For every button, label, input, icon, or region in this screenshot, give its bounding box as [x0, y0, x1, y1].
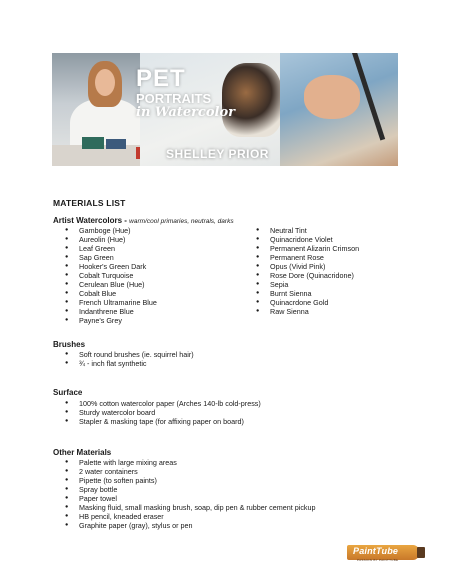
- list-item: ● Stapler & masking tape (for affixing paper on board): [65, 417, 261, 426]
- list-item: ● ¾ - inch flat synthetic: [65, 359, 194, 368]
- logo-text: PaintTube: [353, 546, 399, 556]
- watercolors-list-col2: [256, 226, 359, 316]
- banner-paint-box: [82, 137, 104, 149]
- list-item: ● Indanthrene Blue: [65, 307, 157, 316]
- document-title: MATERIALS LIST: [53, 198, 126, 208]
- banner-title-line3: in Watercolor: [136, 105, 235, 120]
- list-item: ● Burnt Sienna: [256, 289, 359, 298]
- banner-title-line2: PORTRAITS: [136, 91, 212, 106]
- list-item: ● Sturdy watercolor board: [65, 408, 261, 417]
- list-item: ● Quinacrdone Gold: [256, 298, 359, 307]
- list-item: ● Cobalt Blue: [65, 289, 157, 298]
- list-item: ● Sap Green: [65, 253, 157, 262]
- course-banner: [52, 53, 398, 166]
- banner-artist-name: SHELLEY PRIOR: [166, 147, 269, 161]
- list-item: ● Pipette (to soften paints): [65, 476, 316, 485]
- list-item: ● Hooker's Green Dark: [65, 262, 157, 271]
- list-item: ● Opus (Vivid Pink): [256, 262, 359, 271]
- list-item: ● Cobalt Turquoise: [65, 271, 157, 280]
- watercolors-heading: [53, 216, 234, 225]
- list-item: ● Spray bottle: [65, 485, 316, 494]
- list-item: ● French Ultramarine Blue: [65, 298, 157, 307]
- banner-title-line1: PET: [136, 65, 186, 92]
- list-item: ● Neutral Tint: [256, 226, 359, 235]
- list-item: ● 2 water containers: [65, 467, 316, 476]
- brushes-list: [65, 350, 194, 368]
- list-item: ● Masking fluid, small masking brush, soap, dip pen & rubber cement pickup: [65, 503, 316, 512]
- surface-heading: Surface: [53, 388, 83, 397]
- other-materials-list: [65, 458, 316, 530]
- list-item: ● Gamboge (Hue): [65, 226, 157, 235]
- list-item: ● Sepia: [256, 280, 359, 289]
- list-item: ● Raw Sienna: [256, 307, 359, 316]
- surface-list: [65, 399, 261, 426]
- watercolors-list-col1: [65, 226, 157, 325]
- list-item: ● Payne's Grey: [65, 316, 157, 325]
- paint-tube-cap-icon: [417, 547, 425, 558]
- list-item: ● Leaf Green: [65, 244, 157, 253]
- banner-hand: [304, 75, 360, 119]
- list-item: ● Permanent Rose: [256, 253, 359, 262]
- other-materials-heading: Other Materials: [53, 448, 112, 457]
- list-item: ● Cerulean Blue (Hue): [65, 280, 157, 289]
- brushes-heading: Brushes: [53, 340, 86, 349]
- watercolors-note: warm/cool primaries, neutrals, darks: [129, 218, 234, 225]
- painttube-logo: [347, 542, 427, 564]
- banner-title: [136, 67, 235, 119]
- banner-paint-box: [106, 139, 126, 149]
- list-item: ● Rose Dore (Quinacridone): [256, 271, 359, 280]
- list-item: ● Paper towel: [65, 494, 316, 503]
- banner-instructor-face: [95, 69, 115, 96]
- logo-subtext: PASSION BY PAINTTUBE: [357, 558, 399, 562]
- list-item: ● HB pencil, kneaded eraser: [65, 512, 316, 521]
- list-item: ● Aureolin (Hue): [65, 235, 157, 244]
- list-item: ● Palette with large mixing areas: [65, 458, 316, 467]
- watercolors-heading-text: Artist Watercolors -: [53, 216, 130, 225]
- list-item: ● Graphite paper (gray), stylus or pen: [65, 521, 316, 530]
- list-item: ● Soft round brushes (ie. squirrel hair): [65, 350, 194, 359]
- list-item: ● 100% cotton watercolor paper (Arches 140-lb cold-press): [65, 399, 261, 408]
- list-item: ● Quinacridone Violet: [256, 235, 359, 244]
- list-item: ● Permanent Alizarin Crimson: [256, 244, 359, 253]
